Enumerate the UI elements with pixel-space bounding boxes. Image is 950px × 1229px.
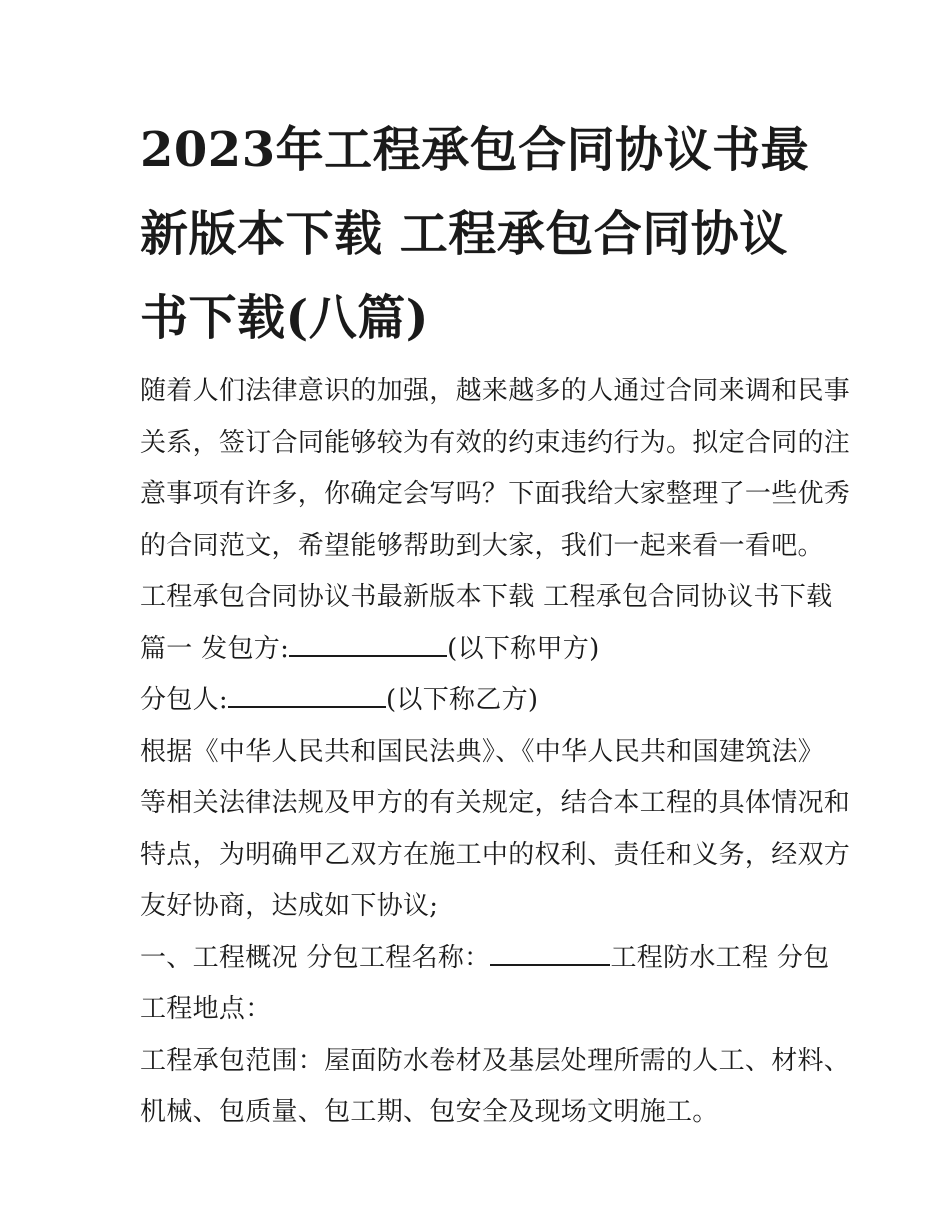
subcontractor-blank bbox=[228, 684, 386, 708]
document-title bbox=[140, 108, 830, 360]
intro-line-2: 关系，签订合同能够较为有效的约束违约行为。拟定合同的注 bbox=[140, 427, 851, 458]
subcontractor-label: 分包人: bbox=[140, 685, 228, 715]
section-one-suffix: 工程防水工程 分包 bbox=[610, 942, 830, 973]
basis-line-4: 友好协商，达成如下协议; bbox=[140, 891, 439, 921]
basis-line-1: 根据《中华人民共和国民法典》、《中华人民共和国建筑法》 bbox=[140, 736, 825, 767]
employer-suffix: (以下称甲方) bbox=[447, 633, 600, 664]
subcontractor-suffix: (以下称乙方) bbox=[385, 685, 539, 715]
employer-line bbox=[140, 624, 830, 676]
section-one-line bbox=[140, 933, 830, 985]
section-one-label: 一、工程概况 分包工程名称： bbox=[140, 942, 491, 973]
intro-line-4: 的合同范文，希望能够帮助到大家，我们一起来看一看吧。 bbox=[140, 530, 824, 561]
document-page bbox=[140, 108, 851, 1139]
title-line-3: 书下载(八篇) bbox=[140, 290, 429, 346]
basis-line-2: 等相关法律法规及甲方的有关规定，结合本工程的具体情况和 bbox=[140, 788, 851, 818]
title-line-1: 2023年工程承包合同协议书最 bbox=[140, 122, 810, 178]
subcontractor-line bbox=[140, 675, 830, 727]
employer-label: 篇一 发包方: bbox=[140, 633, 290, 664]
basis-line-3: 特点，为明确甲乙双方在施工中的权利、责任和义务，经双方 bbox=[140, 839, 851, 870]
intro-line-1: 随着人们法律意识的加强，越来越多的人通过合同来调和民事 bbox=[140, 376, 851, 406]
intro-line-3: 意事项有许多，你确定会写吗？下面我给大家整理了一些优秀 bbox=[140, 479, 851, 509]
subtitle-line: 工程承包合同协议书最新版本下载 工程承包合同协议书下载 bbox=[140, 582, 833, 612]
document-body bbox=[140, 366, 851, 1139]
employer-blank bbox=[289, 633, 447, 657]
project-name-blank bbox=[490, 942, 610, 966]
title-line-2: 新版本下载 工程承包合同协议 bbox=[140, 206, 788, 262]
section-one-continued: 工程地点： bbox=[140, 994, 272, 1024]
scope-line-2: 机械、包质量、包工期、包安全及现场文明施工。 bbox=[140, 1097, 719, 1127]
scope-line-1: 工程承包范围：屋面防水卷材及基层处理所需的人工、材料、 bbox=[140, 1045, 851, 1076]
